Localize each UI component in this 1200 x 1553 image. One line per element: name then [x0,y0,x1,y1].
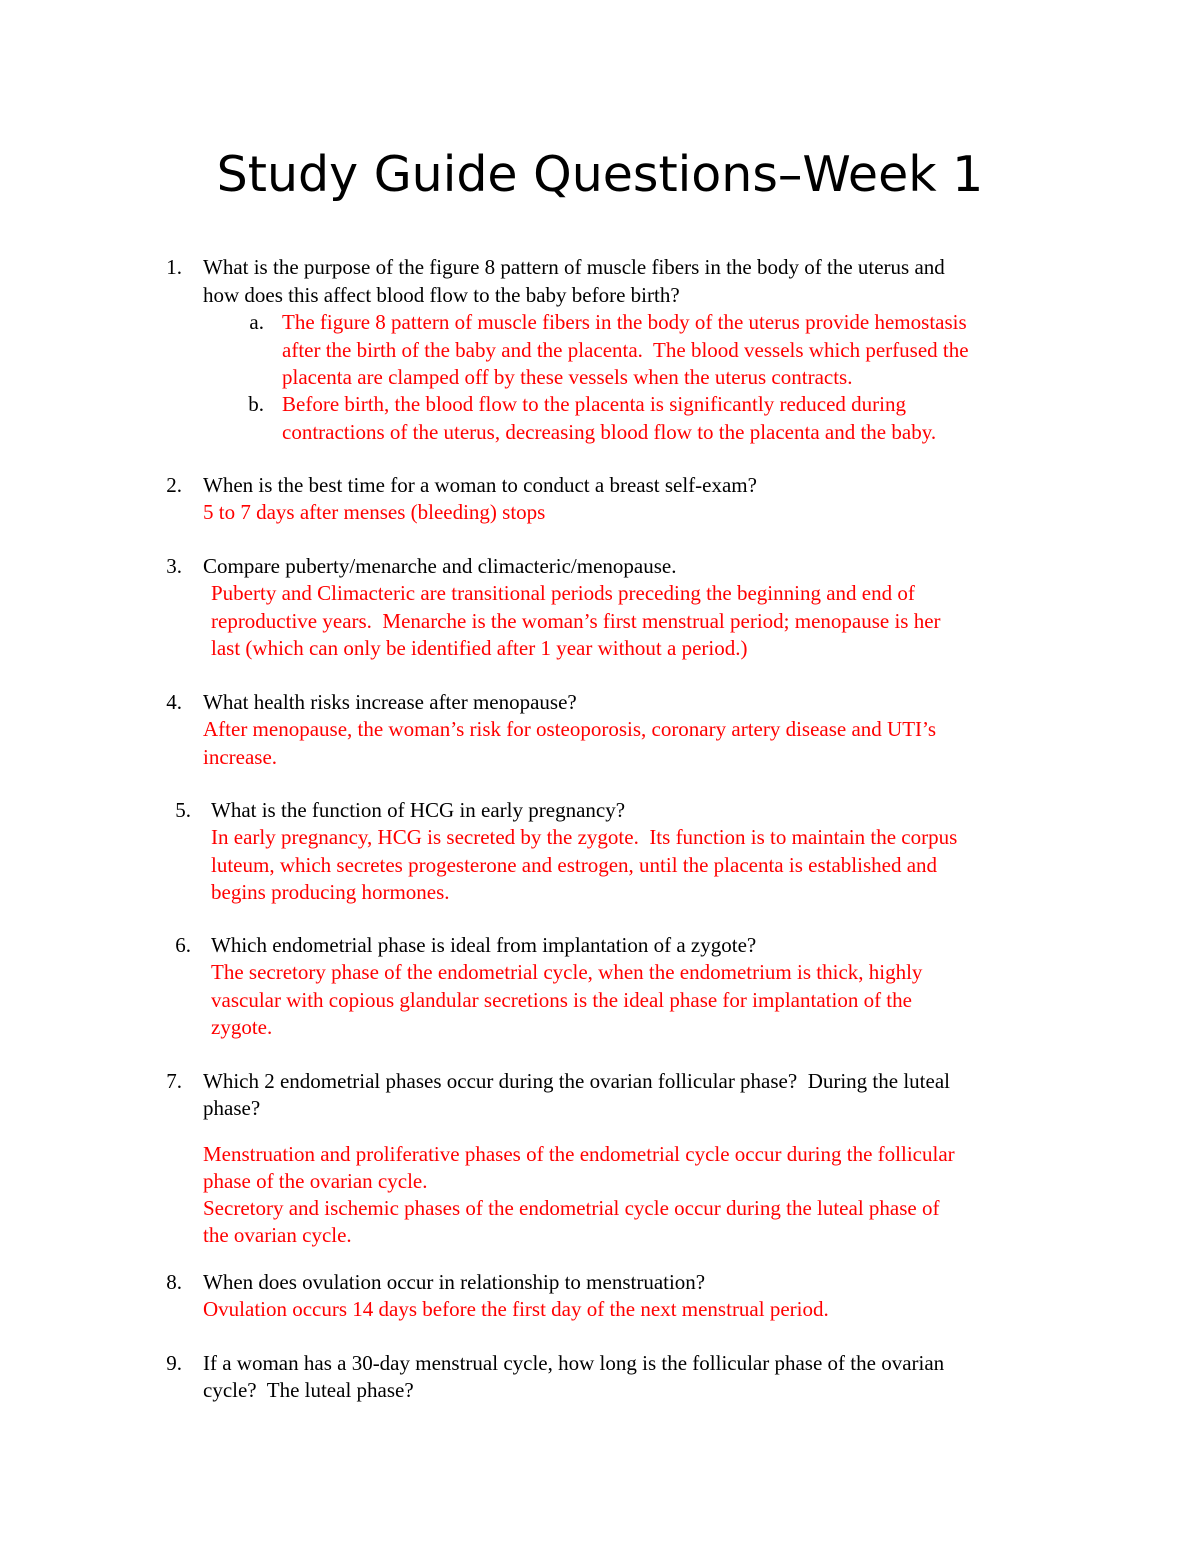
question-text-line: What is the purpose of the figure 8 pattern of muscle fibers in the body of the uterus and [203,255,945,279]
answer-text-line: Ovulation occurs 14 days before the first day of the next menstrual period. [203,1297,829,1321]
question-text-line: phase? [203,1096,261,1120]
answer-text-line: 5 to 7 days after menses (bleeding) stops [203,500,546,524]
question-number: 5. [175,798,191,822]
question-number: 4. [166,690,182,714]
question-number: 3. [166,554,182,578]
answer-text-line: zygote. [211,1015,273,1039]
answer-text-line: luteum, which secretes progesterone and estrogen, until the placenta is established and [211,852,938,877]
page-title: Study Guide Questions–Week 1 [216,146,984,203]
answer-text-line: vascular with copious glandular secretions is the ideal phase for implantation of the [211,987,912,1012]
answer-text-line: phase of the ovarian cycle. [203,1169,428,1193]
answer-text-line: The figure 8 pattern of muscle fibers in the body of the uterus provide hemostasis [282,310,967,334]
question-text-line: When does ovulation occur in relationship to menstruation? [203,1270,706,1294]
question-number: 9. [166,1351,182,1375]
question-text-line: If a woman has a 30-day menstrual cycle, how long is the follicular phase of the ovarian [203,1351,945,1375]
question-text-line: Which endometrial phase is ideal from implantation of a zygote? [211,933,757,957]
answer-text-line: Puberty and Climacteric are transitional periods preceding the beginning and end of [211,581,915,605]
answer-text-line: increase. [203,744,278,769]
question-text-line: When is the best time for a woman to conduct a breast self-exam? [203,473,757,497]
question-text-line: cycle? The luteal phase? [203,1378,414,1402]
question-number: 7. [166,1069,182,1093]
answer-text-line: last (which can only be identified after 1 year without a period.) [211,636,748,660]
question-text-line: how does this affect blood flow to the baby before birth? [203,282,680,307]
answer-text-line: contractions of the uterus, decreasing blood flow to the placenta and the baby. [282,419,937,444]
answer-text-line: Before birth, the blood flow to the placenta is significantly reduced during [282,392,906,416]
answer-text-line: Menstruation and proliferative phases of the endometrial cycle occur during the follicular [203,1142,955,1166]
question-text-line: Which 2 endometrial phases occur during the ovarian follicular phase? During the luteal [203,1069,950,1093]
sub-answer-letter: a. [249,310,264,334]
question-text-line: What health risks increase after menopause? [203,690,577,714]
answer-text-line: In early pregnancy, HCG is secreted by the zygote. Its function is to maintain the corpus [211,825,958,849]
question-number: 6. [175,933,191,957]
answer-text-line: the ovarian cycle. [203,1223,352,1247]
answer-text-line: after the birth of the baby and the placenta. The blood vessels which perfused the [282,337,969,362]
question-text-line: What is the function of HCG in early pregnancy? [211,798,626,822]
answer-text-line: After menopause, the woman’s risk for osteoporosis, coronary artery disease and UTI’s [203,717,937,741]
question-number: 1. [166,255,182,279]
answer-text-line: reproductive years. Menarche is the woman’s first menstrual period; menopause is her [211,608,941,633]
question-text-line: Compare puberty/menarche and climacteric/menopause. [203,554,677,578]
answer-text-line: Secretory and ischemic phases of the endometrial cycle occur during the luteal phase of [203,1196,940,1220]
question-number: 2. [166,473,182,497]
answer-text-line: placenta are clamped off by these vessels when the uterus contracts. [282,365,853,389]
answer-text-line: begins producing hormones. [211,880,450,904]
sub-answer-letter: b. [248,392,264,416]
answer-text-line: The secretory phase of the endometrial cycle, when the endometrium is thick, highly [211,960,923,984]
question-number: 8. [166,1270,182,1294]
